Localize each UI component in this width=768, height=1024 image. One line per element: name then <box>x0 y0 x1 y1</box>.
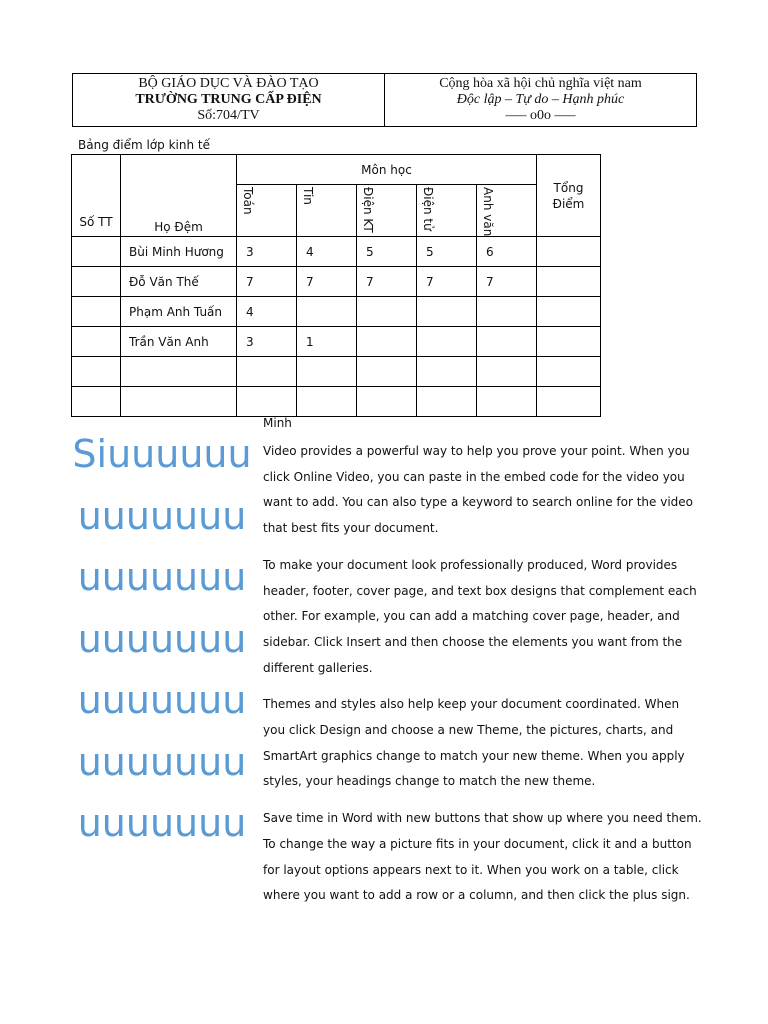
table-row <box>72 327 601 357</box>
total-cell <box>537 357 601 387</box>
school-name: TRƯỜNG TRUNG CẤP ĐIỆN <box>135 92 322 107</box>
paragraph: Themes and styles also help keep your document coordinated. When you click Design and choose a new Theme, the pictures, charts, and SmartArt graphics change to match your new theme. When you apply styles, your headings change to match the new theme. <box>263 697 685 789</box>
ministry-name: BỘ GIÁO DỤC VÀ ĐÀO TẠO <box>138 76 319 91</box>
table-row <box>72 387 601 417</box>
score-cell <box>237 387 297 417</box>
score-cell <box>357 297 417 327</box>
total-cell <box>537 297 601 327</box>
score-cell: 5 <box>357 237 417 267</box>
national-motto: Độc lập – Tự do – Hạnh phúc <box>456 92 625 107</box>
paragraph: To make your document look professionally produced, Word provides header, footer, cover page, and text box designs that complement each other. For example, you can add a matching cover page, header, and sidebar. Click Insert and then choose the elements you want from the different galleries. <box>263 557 697 675</box>
header-subjects-group: Môn học <box>237 155 537 185</box>
stt-cell <box>72 237 121 267</box>
score-cell <box>237 357 297 387</box>
stt-cell <box>72 267 121 297</box>
table-header-row <box>72 155 601 185</box>
subject-label: Điện KT <box>361 187 375 233</box>
table-row <box>72 357 601 387</box>
header-ornament: ––– o0o ––– <box>505 108 576 123</box>
header-total: Tổng Điểm <box>537 155 601 237</box>
score-cell: 3 <box>237 327 297 357</box>
stt-cell <box>72 387 121 417</box>
subject-header <box>237 185 297 237</box>
score-cell <box>477 297 537 327</box>
score-cell <box>357 387 417 417</box>
table-caption: Bảng điểm lớp kinh tế <box>78 138 210 152</box>
body-text <box>263 439 703 920</box>
document-header <box>72 73 697 127</box>
score-cell: 7 <box>477 267 537 297</box>
score-cell <box>477 327 537 357</box>
total-cell <box>537 237 601 267</box>
subject-label: Tin <box>301 187 315 205</box>
score-cell: 1 <box>297 327 357 357</box>
stt-cell <box>72 357 121 387</box>
stt-cell <box>72 327 121 357</box>
name-cell <box>121 357 237 387</box>
score-cell <box>297 357 357 387</box>
total-cell <box>537 387 601 417</box>
name-cell <box>121 387 237 417</box>
subject-label: Anh văn <box>481 187 495 237</box>
subject-label: Toán <box>241 187 255 215</box>
country-name: Cộng hòa xã hội chủ nghĩa việt nam <box>439 76 642 91</box>
score-cell: 7 <box>357 267 417 297</box>
document-number: Số:704/TV <box>197 108 260 123</box>
header-institution <box>73 74 385 126</box>
table-row <box>72 237 601 267</box>
score-cell <box>477 387 537 417</box>
paragraph: Save time in Word with new buttons that show up where you need them. To change the way a picture fits in your document, click it and a button for layout options appears next to it. When you work on a table, click where you want to add a row or a column, and then click the plus sign. <box>263 811 702 903</box>
score-cell: 4 <box>237 297 297 327</box>
score-cell <box>417 297 477 327</box>
score-cell: 4 <box>297 237 357 267</box>
score-cell: 6 <box>477 237 537 267</box>
total-cell <box>537 327 601 357</box>
subject-header <box>477 185 537 237</box>
name-cell: Đỗ Văn Thế <box>121 267 237 297</box>
score-cell <box>297 297 357 327</box>
score-cell: 7 <box>297 267 357 297</box>
subject-label: Điện tử <box>421 187 435 231</box>
total-cell <box>537 267 601 297</box>
grade-table <box>71 154 601 417</box>
name-cell: Bùi Minh Hương <box>121 237 237 267</box>
score-cell <box>417 327 477 357</box>
name-cell: Trần Văn Anh <box>121 327 237 357</box>
paragraph: Video provides a powerful way to help you prove your point. When you click Online Video, you can paste in the embed code for the video you want to add. You can also type a keyword to search online for the video that best fits your document. <box>263 444 693 536</box>
score-cell <box>297 387 357 417</box>
subject-header <box>417 185 477 237</box>
subject-header <box>357 185 417 237</box>
below-table-text: Minh <box>263 416 292 430</box>
score-cell <box>417 387 477 417</box>
stt-cell <box>72 297 121 327</box>
header-name: Họ Đệm <box>121 155 237 237</box>
score-cell <box>357 357 417 387</box>
score-cell: 5 <box>417 237 477 267</box>
decorative-big-word: Siuuuuuuuuuuuuuuuuuuuuuuuuuuuuuuuuuuuuuuuuuuuuuuuu <box>72 432 252 845</box>
header-motto <box>385 74 696 126</box>
table-row <box>72 297 601 327</box>
header-stt: Số TT <box>72 155 121 237</box>
score-cell <box>417 357 477 387</box>
score-cell <box>477 357 537 387</box>
table-row <box>72 267 601 297</box>
score-cell: 3 <box>237 237 297 267</box>
name-cell: Phạm Anh Tuấn <box>121 297 237 327</box>
score-cell: 7 <box>237 267 297 297</box>
subject-header <box>297 185 357 237</box>
score-cell <box>357 327 417 357</box>
score-cell: 7 <box>417 267 477 297</box>
